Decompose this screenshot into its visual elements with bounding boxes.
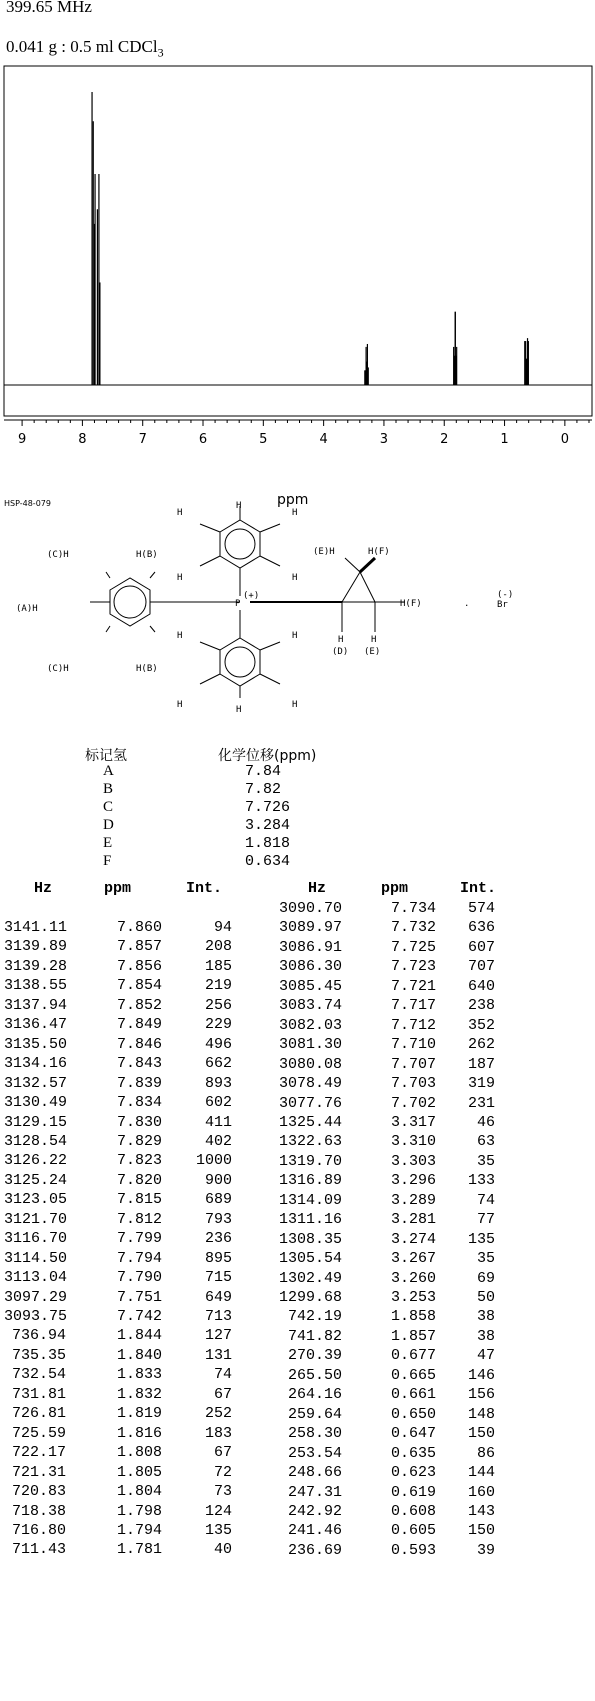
- sample-code: HSP-48-079: [4, 499, 51, 508]
- peak-cell: 72: [213, 1463, 232, 1481]
- shift-label: D: [103, 817, 114, 833]
- peak-cell: 135: [204, 1521, 232, 1539]
- x-tick-label: 3: [379, 432, 389, 447]
- label-b-top: H(B): [136, 550, 158, 560]
- shift-label: C: [103, 799, 114, 815]
- peak-cell: 3121.70: [4, 1210, 68, 1228]
- peak-cell: 3078.49: [278, 1075, 342, 1093]
- peak-cell: 893: [204, 1074, 232, 1092]
- peak-cell: 1.808: [116, 1444, 162, 1462]
- shift-label: A: [103, 763, 114, 779]
- label-h-e: H: [371, 635, 377, 645]
- peak-cell: 86: [476, 1444, 495, 1462]
- label-h-top-right2: H: [292, 573, 298, 583]
- peak-cell: 236.69: [287, 1541, 342, 1559]
- peak-cell: 3.274: [390, 1230, 436, 1248]
- peak-cell: 0.665: [390, 1366, 436, 1384]
- shift-label: B: [103, 781, 114, 797]
- peak-cell: 0.605: [390, 1522, 436, 1540]
- peak-cell: 713: [204, 1308, 232, 1325]
- peak-cell: 1322.63: [278, 1133, 342, 1151]
- peak-cell: 7.703: [390, 1075, 436, 1093]
- phenyl-ring-top: [220, 520, 260, 568]
- peak-cell: 238: [467, 997, 495, 1015]
- peak-cell: 7.702: [390, 1094, 436, 1112]
- peak-cell: 183: [204, 1424, 232, 1442]
- peak-cell: 900: [204, 1171, 232, 1189]
- shift-col-label-header: 标记氢: [85, 748, 127, 764]
- peak-cell: 242.92: [287, 1502, 342, 1520]
- peak-cell: 127: [204, 1327, 232, 1345]
- x-tick-label: 9: [17, 432, 27, 447]
- peak-header-int-right: Int.: [460, 880, 497, 897]
- peak-cell: 319: [467, 1075, 495, 1093]
- peak-cell: 253.54: [287, 1444, 342, 1462]
- shift-label: F: [103, 853, 112, 869]
- peak-cell: 7.843: [116, 1055, 162, 1073]
- peak-cell: 3141.11: [4, 919, 68, 936]
- label-a: (A)H: [16, 604, 38, 614]
- peak-cell: 262: [467, 1036, 495, 1054]
- peak-cell: 715: [204, 1269, 232, 1287]
- peak-cell: 636: [467, 919, 495, 937]
- nmr-spectrum-chart: [0, 0, 595, 490]
- sample-text: 0.041 g : 0.5 ml CDCl: [6, 37, 158, 56]
- peak-cell: 1.794: [116, 1521, 162, 1539]
- peak-cell: 1314.09: [278, 1191, 342, 1209]
- peak-cell: 736.94: [11, 1327, 66, 1345]
- peak-cell: 1.805: [116, 1463, 162, 1481]
- peak-cell: 124: [204, 1502, 232, 1520]
- peak-cell: 3135.50: [4, 1035, 68, 1053]
- label-d: (D): [332, 647, 349, 657]
- peak-header-hz-left: Hz: [34, 880, 53, 897]
- peak-cell: 3.310: [390, 1133, 436, 1151]
- phenyl-ring-left: [110, 578, 150, 626]
- peak-cell: 77: [476, 1211, 495, 1229]
- peak-cell: 7.849: [116, 1016, 162, 1034]
- peak-cell: 7.723: [390, 958, 436, 976]
- peak-cell: 247.31: [287, 1483, 342, 1501]
- peak-cell: 3.281: [390, 1211, 436, 1229]
- peak-cell: 0.647: [390, 1425, 436, 1443]
- peak-cell: 1299.68: [278, 1289, 342, 1306]
- peak-cell: 3085.45: [278, 977, 342, 995]
- label-b-bottom: H(B): [136, 664, 158, 674]
- peak-cell: 496: [204, 1035, 232, 1053]
- peak-cell: 3.289: [390, 1191, 436, 1209]
- peak-cell: 3139.89: [4, 938, 68, 956]
- peak-cell: 38: [476, 1308, 495, 1326]
- peak-cell: 1311.16: [278, 1211, 342, 1229]
- peak-cell: 1000: [195, 1152, 232, 1170]
- peak-cell: 229: [204, 1016, 232, 1034]
- label-h-bottom: H: [236, 705, 242, 715]
- peak-cell: 3086.91: [278, 938, 342, 956]
- peak-cell: 352: [467, 1016, 495, 1034]
- shift-value: 7.82: [245, 781, 282, 798]
- peak-cell: 3097.29: [4, 1288, 68, 1306]
- label-h-bot-right: H: [292, 631, 298, 641]
- peak-cell: 150: [467, 1522, 495, 1540]
- peak-cell: 74: [213, 1366, 232, 1384]
- peak-cell: 0.623: [390, 1464, 436, 1482]
- peak-cell: 7.799: [116, 1230, 162, 1248]
- peak-cell: 231: [467, 1094, 495, 1112]
- peak-cell: 607: [467, 938, 495, 956]
- peak-cell: 1308.35: [278, 1230, 342, 1248]
- peak-cell: 721.31: [11, 1463, 66, 1481]
- peak-cell: 402: [204, 1132, 232, 1150]
- peak-cell: 7.710: [390, 1036, 436, 1054]
- aromatic-circle-left: [114, 586, 146, 618]
- peak-cell: 7.852: [116, 996, 162, 1014]
- peak-cell: 3093.75: [4, 1308, 68, 1325]
- peak-cell: 720.83: [11, 1483, 66, 1501]
- peak-cell: 725.59: [11, 1424, 66, 1442]
- shift-col-ppm-header: 化学位移(ppm): [218, 748, 317, 764]
- label-h-top-left2: H: [177, 573, 183, 583]
- separator-dot: .: [464, 599, 470, 609]
- peak-cell: 7.721: [390, 977, 436, 995]
- peak-cell: 732.54: [11, 1366, 66, 1384]
- peak-cell: 35: [476, 1152, 495, 1170]
- label-h-d: H: [338, 635, 344, 645]
- peak-cell: 3129.15: [4, 1113, 68, 1131]
- shift-value: 7.84: [245, 763, 282, 780]
- peak-cell: 7.732: [390, 919, 436, 937]
- peak-header-ppm-left: ppm: [104, 880, 132, 897]
- peak-cell: 7.829: [116, 1132, 162, 1150]
- peak-cell: 67: [213, 1444, 232, 1462]
- peak-cell: 1.819: [116, 1405, 162, 1423]
- peak-cell: 219: [204, 977, 232, 995]
- peak-header-hz-right: Hz: [308, 880, 327, 897]
- peak-cell: 264.16: [287, 1386, 342, 1404]
- peak-cell: 7.823: [116, 1152, 162, 1170]
- phosphonium-charge: (+): [243, 591, 260, 601]
- peak-cell: 3086.30: [278, 958, 342, 976]
- peak-cell: 1.798: [116, 1502, 162, 1520]
- peak-cell: 741.82: [287, 1327, 342, 1345]
- bromide-label: Br: [497, 600, 508, 610]
- peak-cell: 38: [476, 1327, 495, 1345]
- peak-cell: 135: [467, 1230, 495, 1248]
- peak-cell: 270.39: [287, 1347, 342, 1365]
- peak-cell: 131: [204, 1346, 232, 1364]
- peak-cell: 1.844: [116, 1327, 162, 1345]
- peak-cell: 1.857: [390, 1327, 436, 1345]
- peak-cell: 793: [204, 1210, 232, 1228]
- x-tick-label: 1: [500, 432, 509, 447]
- aromatic-circle-top: [225, 529, 255, 559]
- peak-cell: 7.834: [116, 1094, 162, 1112]
- peak-cell: 3126.22: [4, 1152, 68, 1170]
- peak-cell: 7.717: [390, 997, 436, 1015]
- peak-cell: 1305.54: [278, 1250, 342, 1268]
- peak-cell: 7.856: [116, 957, 162, 975]
- peak-cell: 67: [213, 1385, 232, 1403]
- aromatic-circle-bottom: [225, 647, 255, 677]
- peak-cell: 0.608: [390, 1502, 436, 1520]
- peak-cell: 3128.54: [4, 1132, 68, 1150]
- phenyl-ring-bottom: [220, 638, 260, 686]
- peak-cell: 1302.49: [278, 1269, 342, 1287]
- peak-cell: 0.635: [390, 1444, 436, 1462]
- phosphorus-label: P: [235, 599, 241, 609]
- peak-cell: 7.815: [116, 1191, 162, 1209]
- peak-cell: 718.38: [11, 1502, 66, 1520]
- peak-cell: 3116.70: [4, 1230, 68, 1248]
- peak-cell: 156: [467, 1386, 495, 1404]
- spectrometer-frequency: 399.65 MHz: [6, 0, 92, 16]
- label-h-bot-right2: H: [292, 700, 298, 710]
- peak-cell: 187: [467, 1055, 495, 1073]
- peak-cell: 3080.08: [278, 1055, 342, 1073]
- peak-cell: 1.781: [116, 1541, 162, 1559]
- peak-cell: 144: [467, 1464, 495, 1482]
- peak-cell: 640: [467, 977, 495, 995]
- peak-cell: 3081.30: [278, 1036, 342, 1054]
- x-tick-label: 2: [440, 432, 449, 447]
- x-tick-label: 5: [259, 432, 268, 447]
- peak-cell: 722.17: [11, 1444, 66, 1462]
- label-f-top: H(F): [368, 547, 390, 557]
- peak-cell: 248.66: [287, 1464, 342, 1482]
- peak-cell: 0.677: [390, 1347, 436, 1365]
- x-tick-label: 8: [78, 432, 87, 447]
- peak-cell: 150: [467, 1425, 495, 1443]
- peak-cell: 3113.04: [4, 1269, 68, 1287]
- peak-cell: 7.854: [116, 977, 162, 995]
- peak-header-int-left: Int.: [186, 880, 223, 897]
- peak-cell: 7.794: [116, 1249, 162, 1267]
- cyclopropane-ring: [342, 572, 375, 602]
- peak-cell: 3.253: [390, 1289, 436, 1306]
- peak-cell: 3130.49: [4, 1094, 68, 1112]
- peak-cell: 7.751: [116, 1288, 162, 1306]
- peak-cell: 7.860: [116, 919, 162, 936]
- label-f-right: H(F): [400, 599, 422, 609]
- label-c-bottom: (C)H: [47, 664, 69, 674]
- peak-cell: 259.64: [287, 1405, 342, 1423]
- peak-cell: 7.857: [116, 938, 162, 956]
- label-c-top: (C)H: [47, 550, 69, 560]
- peak-cell: 411: [204, 1113, 232, 1131]
- peak-cell: 241.46: [287, 1522, 342, 1540]
- peak-cell: 707: [467, 958, 495, 976]
- peak-header-ppm-right: ppm: [381, 880, 409, 897]
- peak-cell: 3138.55: [4, 977, 68, 995]
- peak-cell: 1319.70: [278, 1152, 342, 1170]
- x-tick-label: 6: [198, 432, 208, 447]
- peak-cell: 7.820: [116, 1171, 162, 1189]
- peak-cell: 46: [476, 1113, 495, 1131]
- x-tick-label: 0: [560, 432, 570, 447]
- peak-cell: 0.650: [390, 1405, 436, 1423]
- peak-cell: 3.303: [390, 1152, 436, 1170]
- peak-cell: 726.81: [11, 1405, 66, 1423]
- label-h-top-right: H: [292, 508, 298, 518]
- peak-cell: 1316.89: [278, 1172, 342, 1190]
- peak-cell: 7.846: [116, 1035, 162, 1053]
- peak-cell: 1.804: [116, 1483, 162, 1501]
- x-axis-label: ppm: [277, 492, 309, 508]
- peak-cell: 7.839: [116, 1074, 162, 1092]
- peak-cell: 0.661: [390, 1386, 436, 1404]
- peak-cell: 160: [467, 1483, 495, 1501]
- peak-cell: 35: [476, 1250, 495, 1268]
- label-h-bot-left2: H: [177, 700, 183, 710]
- peak-cell: 3139.28: [4, 957, 68, 975]
- peak-cell: 3090.70: [278, 900, 342, 917]
- shift-value: 7.726: [245, 799, 291, 816]
- peak-cell: 256: [204, 996, 232, 1014]
- peak-cell: 265.50: [287, 1366, 342, 1384]
- peak-cell: 3.296: [390, 1172, 436, 1190]
- peak-cell: 3089.97: [278, 919, 342, 937]
- peak-marks: [92, 92, 528, 385]
- peak-cell: 3125.24: [4, 1171, 68, 1189]
- peak-cell: 3136.47: [4, 1016, 68, 1034]
- peak-cell: 148: [467, 1405, 495, 1423]
- peak-cell: 146: [467, 1366, 495, 1384]
- peak-cell: 1.858: [390, 1308, 436, 1326]
- peak-cell: 3123.05: [4, 1191, 68, 1209]
- peak-cell: 3083.74: [278, 997, 342, 1015]
- peak-cell: 731.81: [11, 1385, 66, 1403]
- peak-cell: 0.619: [390, 1483, 436, 1501]
- shift-value: 0.634: [245, 853, 291, 870]
- peak-cell: 7.707: [390, 1055, 436, 1073]
- shift-value: 1.818: [245, 835, 291, 852]
- peak-cell: 94: [213, 919, 232, 936]
- peak-cell: 689: [204, 1191, 232, 1209]
- peak-cell: 3.267: [390, 1250, 436, 1268]
- peak-cell: 602: [204, 1094, 232, 1112]
- peak-cell: 236: [204, 1230, 232, 1248]
- shift-value: 3.284: [245, 817, 291, 834]
- peak-cell: 1.816: [116, 1424, 162, 1442]
- peak-cell: 7.712: [390, 1016, 436, 1034]
- peak-cell: 252: [204, 1405, 232, 1423]
- sample-subscript: 3: [157, 45, 164, 60]
- peak-cell: 742.19: [287, 1308, 342, 1326]
- peak-cell: 69: [476, 1269, 495, 1287]
- peak-cell: 7.812: [116, 1210, 162, 1228]
- peak-cell: 3137.94: [4, 996, 68, 1014]
- peak-cell: 7.725: [390, 938, 436, 956]
- peak-cell: 208: [204, 938, 232, 956]
- peak-cell: 3132.57: [4, 1074, 68, 1092]
- shift-label: E: [103, 835, 113, 851]
- peak-cell: 7.790: [116, 1269, 162, 1287]
- peak-cell: 7.830: [116, 1113, 162, 1131]
- peak-cell: 711.43: [11, 1541, 66, 1559]
- x-tick-label: 7: [138, 432, 147, 447]
- peak-cell: 39: [476, 1541, 495, 1559]
- peak-cell: 3.260: [390, 1269, 436, 1287]
- peak-cell: 7.742: [116, 1308, 162, 1325]
- peak-cell: 716.80: [11, 1521, 66, 1539]
- peak-cell: 1.840: [116, 1346, 162, 1364]
- peak-cell: 3.317: [390, 1113, 436, 1131]
- peak-cell: 895: [204, 1249, 232, 1267]
- label-h-top-ring: H: [236, 501, 242, 511]
- peak-cell: 735.35: [11, 1346, 66, 1364]
- peak-cell: 143: [467, 1502, 495, 1520]
- peak-cell: 3114.50: [4, 1249, 68, 1267]
- peak-cell: 7.734: [390, 900, 436, 917]
- bromide-charge: (-): [497, 590, 514, 600]
- peak-cell: 1.833: [116, 1366, 162, 1384]
- peak-cell: 649: [204, 1288, 232, 1306]
- label-e-bottom: (E): [364, 647, 381, 657]
- peak-cell: 574: [467, 900, 495, 917]
- peak-cell: 3082.03: [278, 1016, 342, 1034]
- peak-cell: 1.832: [116, 1385, 162, 1403]
- peak-cell: 662: [204, 1055, 232, 1073]
- peak-cell: 258.30: [287, 1425, 342, 1443]
- peak-cell: 3134.16: [4, 1055, 68, 1073]
- peak-cell: 50: [476, 1289, 495, 1306]
- x-tick-label: 4: [319, 432, 328, 447]
- peak-cell: 40: [213, 1541, 232, 1559]
- peak-cell: 74: [476, 1191, 495, 1209]
- label-h-bot-left: H: [177, 631, 183, 641]
- peak-cell: 73: [213, 1483, 232, 1501]
- label-e-top: (E)H: [313, 547, 335, 557]
- peak-cell: 133: [467, 1172, 495, 1190]
- peak-cell: 47: [476, 1347, 495, 1365]
- peak-cell: 1325.44: [278, 1113, 342, 1131]
- peak-cell: 63: [476, 1133, 495, 1151]
- x-axis-ticks: [18, 420, 589, 447]
- label-h-top-left: H: [177, 508, 183, 518]
- peak-cell: 185: [204, 957, 232, 975]
- peak-cell: 3077.76: [278, 1094, 342, 1112]
- peak-cell: 0.593: [390, 1541, 436, 1559]
